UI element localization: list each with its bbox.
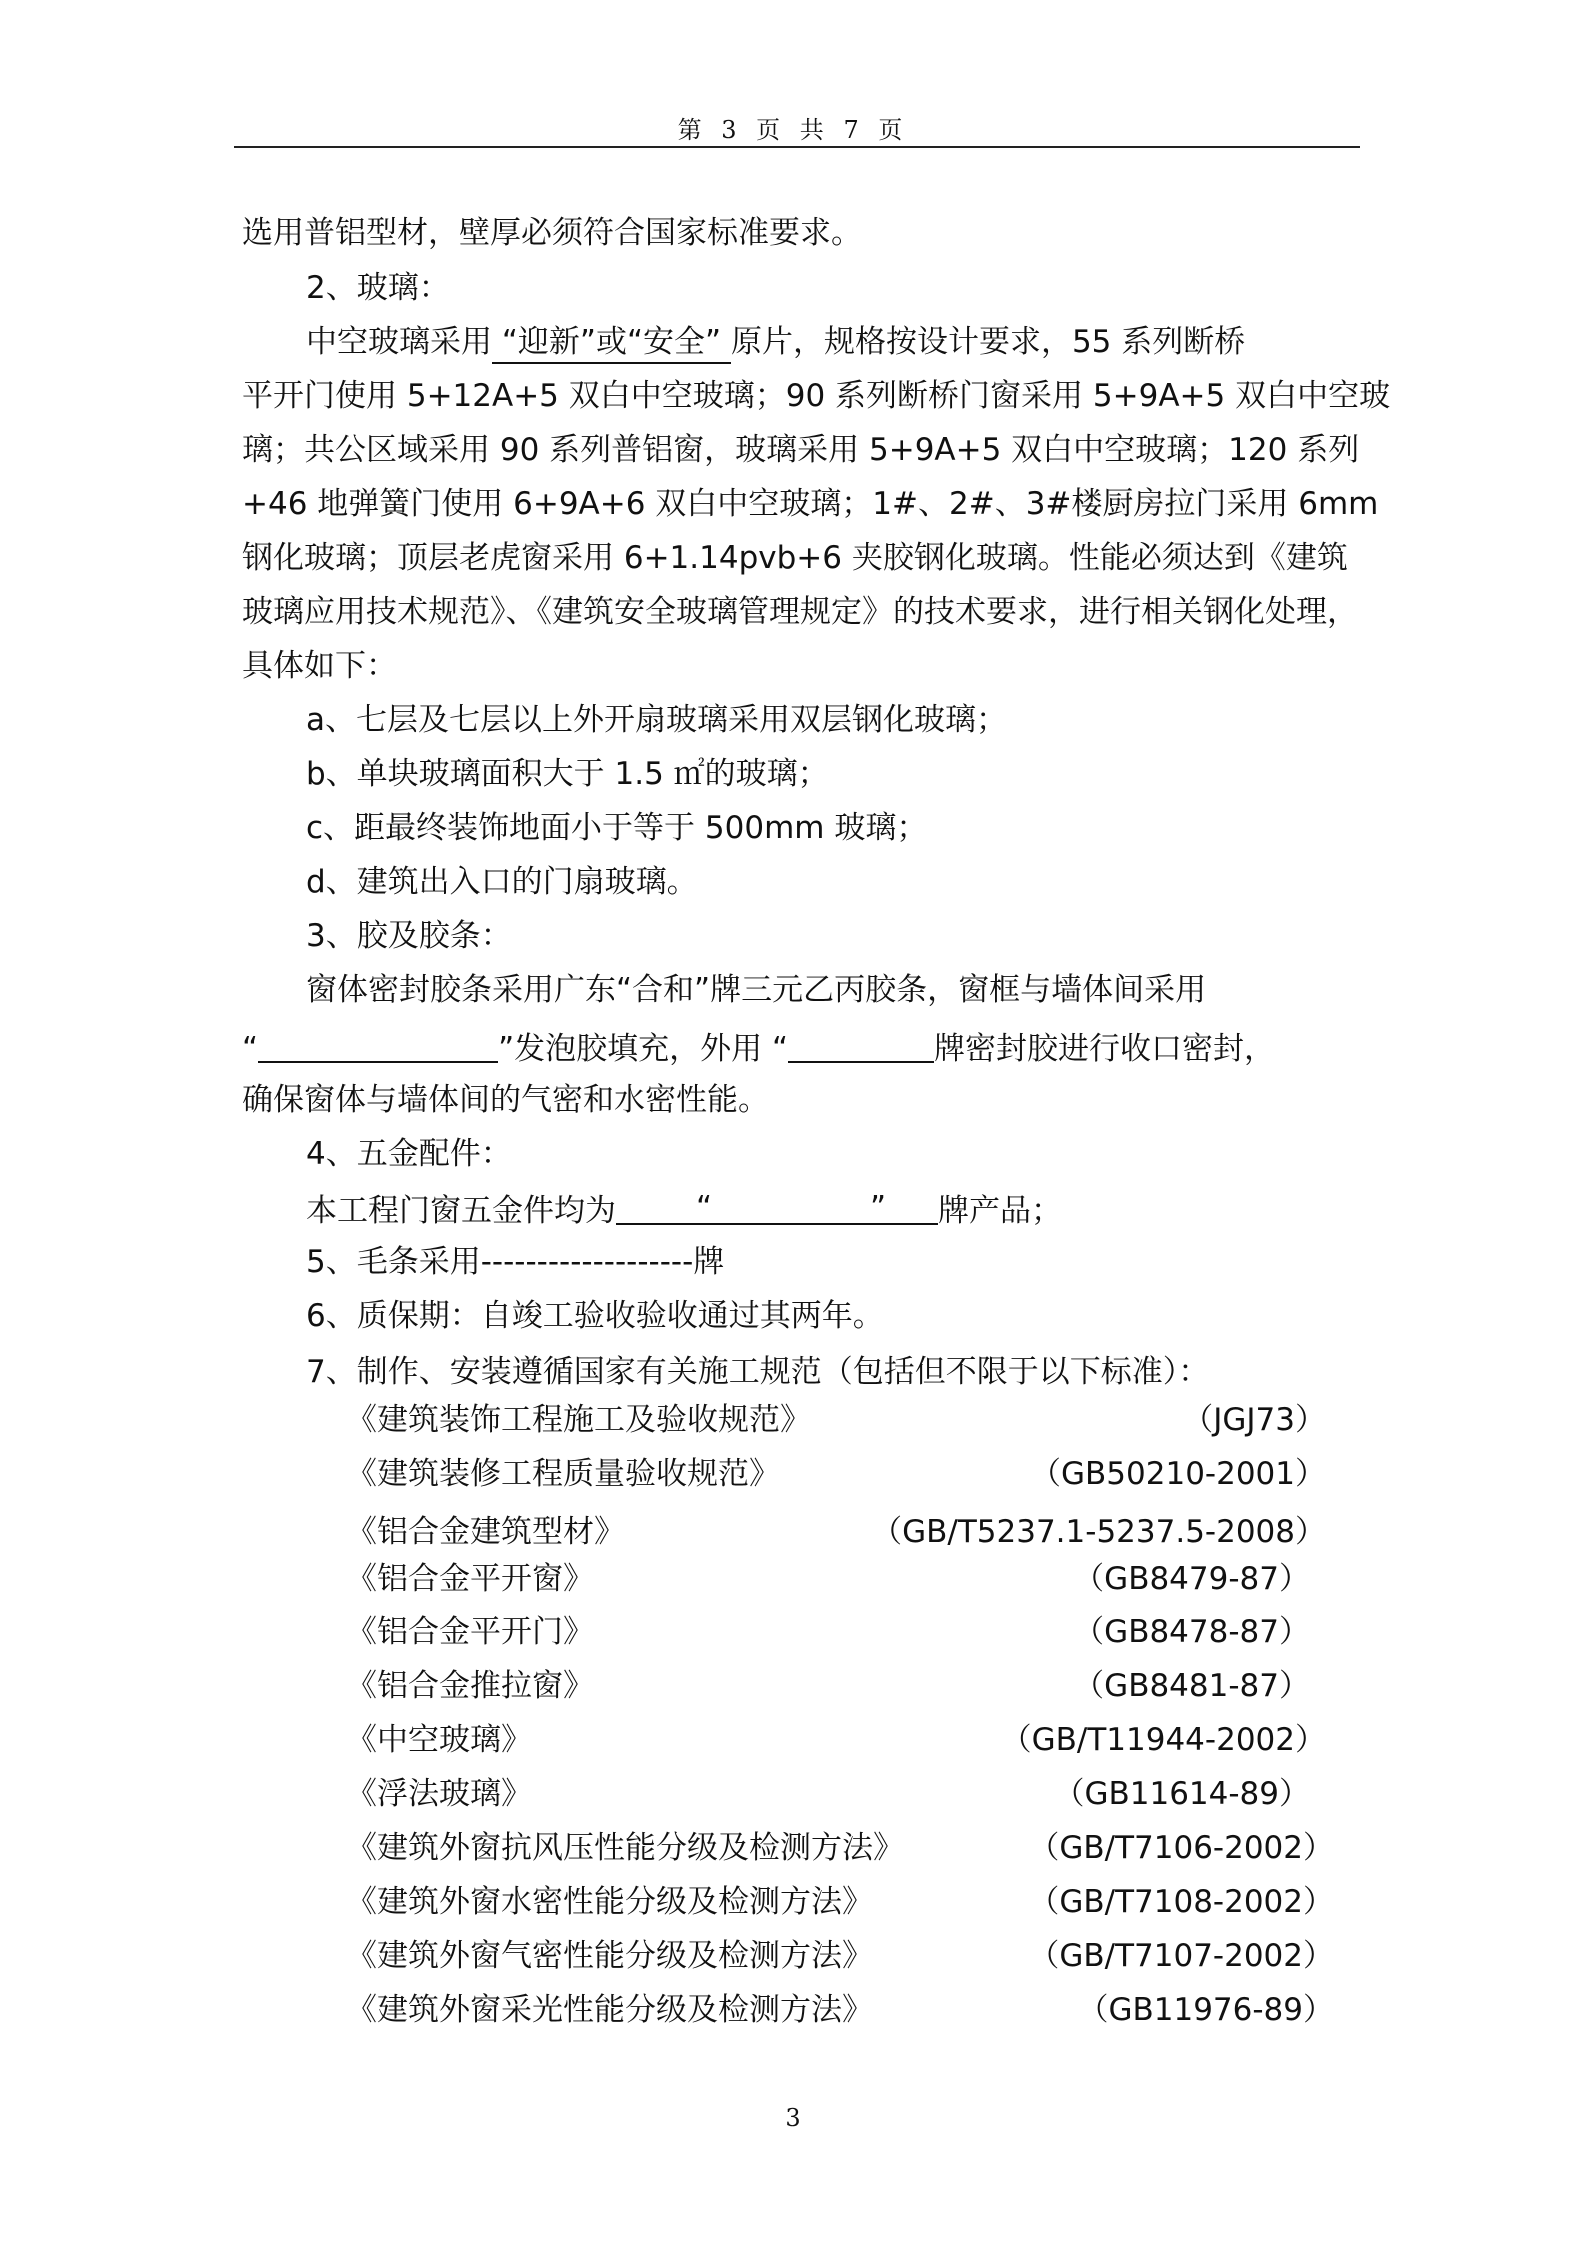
list-item: a、七层及七层以上外开扇玻璃采用双层钢化玻璃； [306,702,1007,738]
standard-code: （JGJ73） [1182,1402,1326,1438]
paragraph-line: 平开门使用 5+12A+5 双白中空玻璃；90 系列断桥门窗采用 5+9A+5 双白中空玻 [242,378,1391,414]
standard-name: 《铝合金平开窗》 [346,1561,594,1597]
standard-name: 《铝合金平开门》 [346,1614,594,1650]
standard-code: （GB/T7107-2002） [1028,1938,1334,1974]
standard-name: 《建筑外窗抗风压性能分级及检测方法》 [346,1830,904,1866]
text-span: 牌产品； [938,1193,1062,1229]
standard-code: （GB/T7108-2002） [1028,1884,1334,1920]
text-span: 中空玻璃采用 [306,324,492,360]
page-header: 第 3 页 共 7 页 [677,116,909,144]
header-divider [234,146,1360,148]
blank-foam-brand [258,1031,498,1063]
paragraph-line [306,1190,1062,1229]
paragraph-line: 确保窗体与墙体间的气密和水密性能。 [242,1082,769,1118]
standard-code: （GB8479-87） [1073,1561,1310,1597]
list-item: b、单块玻璃面积大于 1.5 ㎡的玻璃； [306,756,829,792]
blank-hardware-brand [616,1190,938,1226]
standard-code: （GB/T5237.1-5237.5-2008） [871,1514,1326,1550]
paragraph-line [242,1031,1275,1065]
standard-name: 《中空玻璃》 [346,1722,532,1758]
section-heading-weatherstrip: 5、毛条采用-------------------牌 [306,1244,725,1280]
text-span: 牌密封胶进行收口密封， [934,1031,1276,1067]
page-number: 3 [785,2104,801,2132]
standard-name: 《建筑外窗气密性能分级及检测方法》 [346,1938,873,1974]
paragraph-line: 具体如下： [242,648,397,684]
standard-code: （GB11614-89） [1053,1776,1310,1812]
text-span: ” [870,1190,887,1226]
standard-code: （GB/T11944-2002） [1000,1722,1326,1758]
text-span: “ [696,1190,713,1226]
standard-name: 《铝合金建筑型材》 [346,1514,625,1550]
paragraph-line: 窗体密封胶条采用广东“合和”牌三元乙丙胶条，窗框与墙体间采用 [306,972,1207,1008]
text-span: “ [242,1031,259,1067]
standard-name: 《铝合金推拉窗》 [346,1668,594,1704]
standard-code: （GB8481-87） [1073,1668,1310,1704]
standard-code: （GB50210-2001） [1030,1456,1326,1492]
standard-name: 《建筑外窗水密性能分级及检测方法》 [346,1884,873,1920]
standard-name: 《浮法玻璃》 [346,1776,532,1812]
paragraph-line: 璃；共公区域采用 90 系列普铝窗，玻璃采用 5+9A+5 双白中空玻璃；120 系列 [242,432,1360,468]
section-heading-hardware: 4、五金配件： [306,1136,512,1172]
standard-code: （GB11976-89） [1077,1992,1334,2028]
paragraph-line [306,324,1246,360]
standard-name: 《建筑装饰工程施工及验收规范》 [346,1402,811,1438]
list-item: d、建筑出入口的门扇玻璃。 [306,864,698,900]
section-heading-standards: 7、制作、安装遵循国家有关施工规范（包括但不限于以下标准）： [306,1354,1210,1390]
paragraph-line: 玻璃应用技术规范》、《建筑安全玻璃管理规定》的技术要求，进行相关钢化处理， [242,594,1358,630]
text-span: 原片，规格按设计要求，55 系列断桥 [730,324,1246,360]
standard-code: （GB/T7106-2002） [1028,1830,1334,1866]
section-heading-sealant: 3、胶及胶条： [306,918,512,954]
standard-name: 《建筑外窗采光性能分级及检测方法》 [346,1992,873,2028]
text-span: ”发泡胶填充，外用 “ [498,1031,789,1067]
text-span: 本工程门窗五金件均为 [306,1193,616,1229]
blank-sealant-brand [788,1031,934,1063]
paragraph-line: +46 地弹簧门使用 6+9A+6 双白中空玻璃；1#、2#、3#楼厨房拉门采用 6mm [242,486,1379,522]
paragraph-line: 钢化玻璃；顶层老虎窗采用 6+1.14pvb+6 夹胶钢化玻璃。性能必须达到《建筑 [242,540,1348,576]
paragraph-line: 选用普铝型材，壁厚必须符合国家标准要求。 [242,215,862,251]
section-heading-warranty: 6、质保期：自竣工验收验收通过其两年。 [306,1298,884,1334]
list-item: c、距最终装饰地面小于等于 500mm 玻璃； [306,810,928,846]
standard-name: 《建筑装修工程质量验收规范》 [346,1456,780,1492]
underlined-brands: “迎新”或“安全” [492,324,731,364]
section-heading-glass: 2、玻璃： [306,270,450,306]
standard-code: （GB8478-87） [1073,1614,1310,1650]
